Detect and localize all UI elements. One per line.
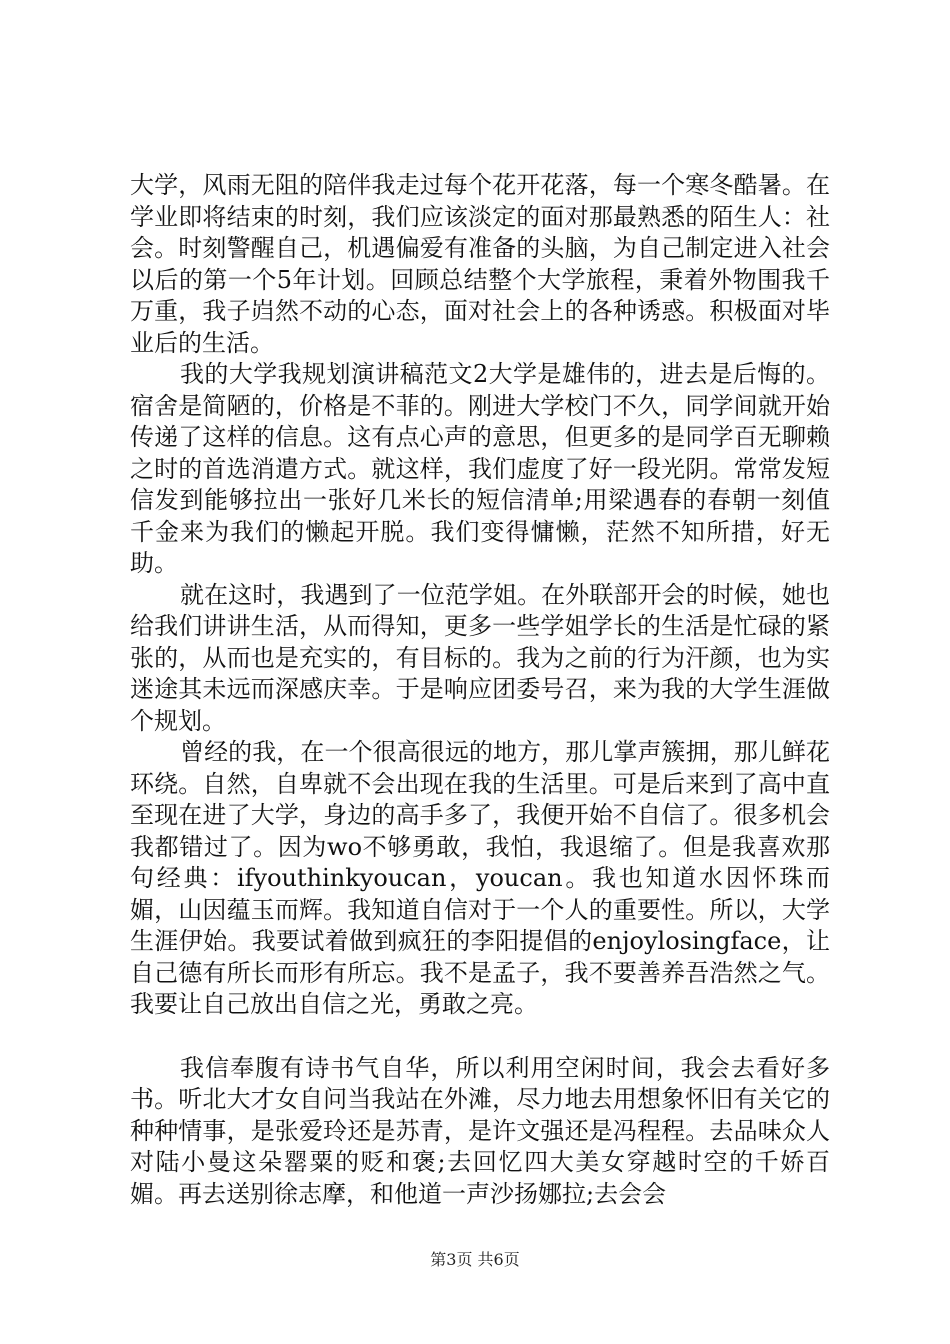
paragraph-2: 我的大学我规划演讲稿范文2大学是雄伟的，进去是后悔的。宿舍是简陋的，价格是不菲的。刚进大学校门不久，同学间就开始传递了这样的信息。这有点心声的意思，但更多的是同学百无聊赖之时的首选消遣方式。就这样，我们虚度了好一段光阴。常常发短信发到能够拉出一张好几米长的短信清单;用梁遇春的春朝一刻值千金来为我们的懒起开脱。我们变得慵懒，茫然不知所措，好无助。: [130, 360, 830, 577]
page-footer: 第3页 共6页: [430, 1250, 520, 1269]
document-body: [130, 170, 830, 1210]
paragraph-5: 我信奉腹有诗书气自华，所以利用空闲时间，我会去看好多书。听北大才女自问当我站在外滩，尽力地去用想象怀旧有关它的种种情事，是张爱玲还是苏青，是许文强还是冯程程。去品味众人对陆小曼这朵罂粟的贬和褒;去回忆四大美女穿越时空的千娇百媚。再去送别徐志摩，和他道一声沙扬娜拉;去会会: [130, 1053, 830, 1208]
paragraph-1: 大学，风雨无阻的陪伴我走过每个花开花落，每一个寒冬酷暑。在学业即将结束的时刻，我们应该淡定的面对那最熟悉的陌生人：社会。时刻警醒自己，机遇偏爱有准备的头脑，为自己制定进入社会以后的第一个5年计划。回顾总结整个大学旅程，秉着外物围我千万重，我子岿然不动的心态，面对社会上的各种诱惑。积极面对毕业后的生活。: [130, 171, 830, 357]
paragraph-3: 就在这时，我遇到了一位范学姐。在外联部开会的时候，她也给我们讲讲生活，从而得知，更多一些学姐学长的生活是忙碌的紧张的，从而也是充实的，有目标的。我为之前的行为汗颜，也为实迷途其未远而深感庆幸。于是响应团委号召，来为我的大学生涯做个规划。: [130, 580, 830, 735]
paragraph-4: 曾经的我，在一个很高很远的地方，那儿掌声簇拥，那儿鲜花环绕。自然，自卑就不会出现在我的生活里。可是后来到了高中直至现在进了大学，身边的高手多了，我便开始不自信了。很多机会我都错过了。因为wo不够勇敢，我怕，我退缩了。但是我喜欢那句经典：ifyouthinkyoucan，youcan。我也知道水因怀珠而媚，山因蕴玉而辉。我知道自信对于一个人的重要性。所以，大学生涯伊始。我要试着做到疯狂的李阳提倡的enjoylosingface，让自己德有所长而形有所忘。我不是孟子，我不要善养吾浩然之气。我要让自己放出自信之光，勇敢之亮。: [130, 738, 830, 1018]
